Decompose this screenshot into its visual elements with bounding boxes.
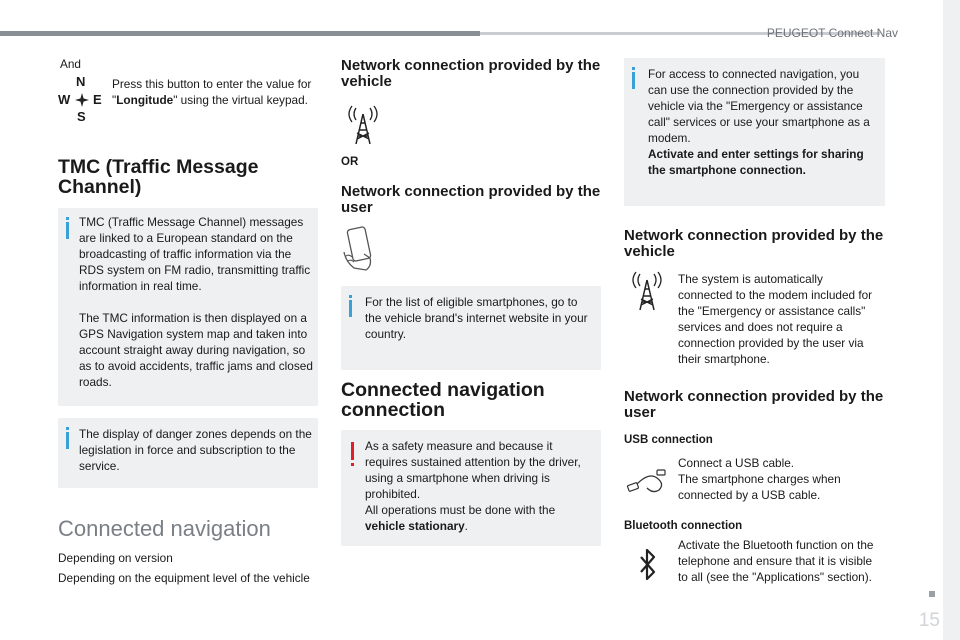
antenna-icon (630, 272, 664, 312)
smartphone-list-box (341, 286, 601, 370)
connected-navigation-connection-title: Connected navigation connection (341, 379, 545, 421)
access-text: For access to connected navigation, you can use the connection provided by the vehicle via the "Emergency or assistance call" services or use your smartphone as a modem. (648, 67, 870, 145)
usb-connect-text: Connect a USB cable. (678, 456, 795, 470)
vehicle-stationary-text: All operations must be done with the vehicle stationary. (365, 503, 556, 533)
tmc-info-box (58, 208, 318, 406)
smartphone-list-text: For the list of eligible smartphones, go to the vehicle brand's internet website in your country. (365, 295, 588, 341)
user-network-title-2: Network connection provided by the user (624, 388, 884, 421)
safety-warning-box (341, 430, 601, 546)
danger-zones-text: The display of danger zones depends on the legislation in force and subscription to the service. (79, 427, 312, 473)
side-strip (943, 0, 960, 640)
info-icon (66, 222, 69, 239)
antenna-icon (346, 106, 380, 146)
danger-info-box (58, 418, 318, 488)
bluetooth-connection-title: Bluetooth connection (624, 520, 743, 532)
warning-icon (351, 442, 354, 460)
vehicle-network-title-2: Network connection provided by the vehicle (624, 227, 884, 260)
usb-cable-icon (627, 468, 667, 496)
access-info-box (624, 58, 885, 206)
header-bar (0, 31, 480, 36)
usb-connection-title: USB connection (624, 434, 713, 446)
connected-navigation-title: Connected navigation (58, 516, 271, 541)
info-icon (349, 300, 352, 317)
page-number: 15 (918, 610, 940, 631)
and-text: And (60, 57, 81, 71)
brand-name: PEUGEOT Connect Nav (766, 26, 898, 40)
tmc-text-1: TMC (Traffic Message Channel) messages are linked to a European standard on the broadcasting of traffic information via the RDS system on FM radio, transmitting traffic information in real time. (79, 215, 311, 293)
equipment-note: Depending on the equipment level of the vehicle (58, 571, 310, 585)
info-icon (66, 432, 69, 449)
or-label: OR (341, 156, 359, 168)
tmc-text-2: The TMC information is then displayed on a GPS Navigation system map and taken into account straight away during navigation, so as to avoid accidents, traffic jams and closed roads. (79, 311, 313, 389)
smartphone-hand-icon (340, 226, 380, 274)
vehicle-connection-text: The system is automatically connected to the modem included for the "Emergency or assistance calls" services and does not require a connection provided by the user via their smartphone. (678, 272, 873, 366)
tmc-title: TMC (Traffic Message Channel) (58, 156, 259, 198)
bluetooth-text: Activate the Bluetooth function on the telephone and ensure that it is visible to all (see the "Applications" section). (678, 538, 874, 584)
user-network-title: Network connection provided by the user (341, 183, 601, 216)
longitude-instruction: Press this button to enter the value for "Longitude" using the virtual keypad. (112, 77, 312, 107)
bluetooth-icon (638, 548, 658, 582)
compass-icon: N W E S (58, 74, 102, 124)
page-marker (929, 591, 935, 597)
version-note: Depending on version (58, 551, 173, 565)
safety-text: As a safety measure and because it requires sustained attention by the driver, using a smartphone when driving is prohibited. (365, 439, 581, 501)
access-bold-text: Activate and enter settings for sharing the smartphone connection. (648, 147, 864, 177)
vehicle-network-title: Network connection provided by the vehicle (341, 57, 601, 90)
usb-charge-text: The smartphone charges when connected by a USB cable. (678, 472, 841, 502)
info-icon (632, 72, 635, 89)
